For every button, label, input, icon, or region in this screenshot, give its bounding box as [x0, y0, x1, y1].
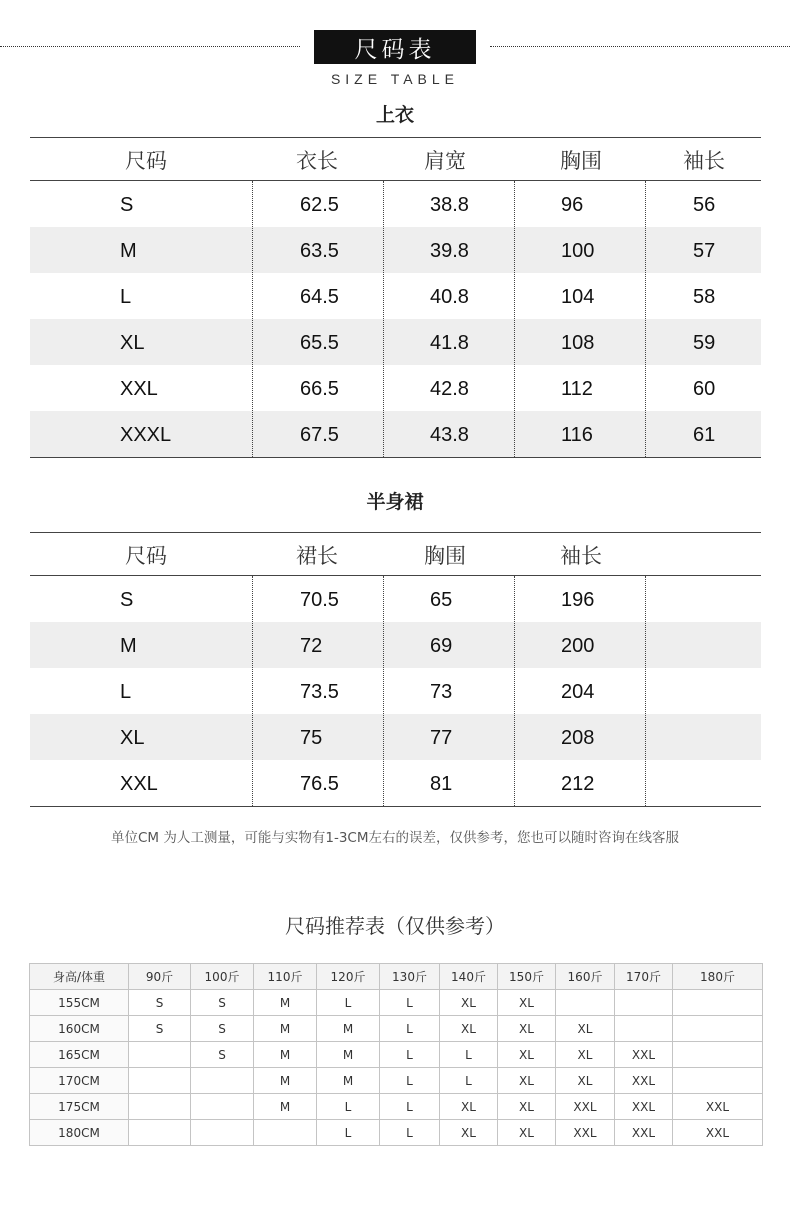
top-table-cell: 43.8 — [430, 424, 469, 446]
top-table-column-divider — [252, 181, 253, 457]
top-table-cell: 116 — [561, 424, 593, 446]
recommendation-size-cell: XL — [440, 1094, 498, 1120]
recommendation-size-cell: M — [254, 1042, 317, 1068]
recommendation-size-cell: S — [129, 990, 191, 1016]
recommendation-table — [29, 963, 763, 1146]
top-table-row — [30, 365, 761, 411]
recommendation-size-cell — [615, 990, 673, 1016]
recommendation-size-cell: XL — [498, 1042, 556, 1068]
recommendation-size-cell — [191, 1068, 254, 1094]
recommendation-size-cell: L — [380, 1120, 440, 1146]
skirt-size-table — [30, 532, 761, 807]
top-table-body — [30, 181, 761, 458]
skirt-table-cell: 73 — [430, 681, 453, 703]
skirt-table-cell: S — [120, 589, 134, 611]
skirt-table-column-divider — [645, 576, 646, 806]
recommendation-size-cell: L — [380, 1016, 440, 1042]
recommendation-size-cell: XL — [440, 1120, 498, 1146]
skirt-table-row — [30, 622, 761, 668]
recommendation-row — [30, 1068, 763, 1094]
top-table-column-divider — [514, 181, 515, 457]
recommendation-size-cell: M — [254, 1068, 317, 1094]
recommendation-size-cell: M — [317, 1068, 380, 1094]
top-table-header-cell: 袖长 — [683, 149, 725, 173]
page-title: 尺码表 — [314, 30, 476, 64]
recommendation-size-cell: S — [191, 1016, 254, 1042]
recommendation-header-cell: 130斤 — [380, 964, 440, 990]
recommendation-row — [30, 990, 763, 1016]
top-table-header-cell: 胸围 — [560, 149, 602, 173]
top-table-cell: XXXL — [120, 424, 172, 446]
recommendation-row — [30, 1016, 763, 1042]
recommendation-size-cell — [191, 1094, 254, 1120]
top-table-cell: 40.8 — [430, 286, 469, 308]
skirt-table-cell: 69 — [430, 635, 453, 657]
recommendation-size-cell — [129, 1068, 191, 1094]
recommendation-row — [30, 1094, 763, 1120]
recommendation-header-cell: 180斤 — [673, 964, 763, 990]
skirt-table-cell: 196 — [561, 589, 595, 611]
top-table-cell: 60 — [693, 378, 716, 400]
header-divider-left — [0, 46, 300, 47]
recommendation-header-row — [30, 964, 763, 990]
skirt-table-cell: 77 — [430, 727, 453, 749]
skirt-table-cell: XXL — [120, 773, 158, 795]
recommendation-size-cell: XL — [556, 1016, 615, 1042]
recommendation-size-cell: XL — [498, 1068, 556, 1094]
recommendation-height-cell: 165CM — [30, 1042, 129, 1068]
recommendation-size-cell: M — [317, 1016, 380, 1042]
recommendation-size-cell: XL — [556, 1068, 615, 1094]
recommendation-header-cell: 90斤 — [129, 964, 191, 990]
recommendation-size-cell: XXL — [673, 1094, 763, 1120]
recommendation-size-cell: L — [440, 1068, 498, 1094]
recommendation-size-cell — [129, 1042, 191, 1068]
recommendation-size-cell: L — [380, 990, 440, 1016]
recommendation-header-cell: 120斤 — [317, 964, 380, 990]
top-table-cell: 58 — [693, 286, 716, 308]
top-table-cell: 96 — [561, 194, 584, 216]
skirt-table-cell: 65 — [430, 589, 453, 611]
top-table-row — [30, 227, 761, 273]
skirt-table-header-cell: 尺码 — [125, 544, 167, 568]
skirt-table-row — [30, 760, 761, 806]
recommendation-header-cell: 身高/体重 — [30, 964, 129, 990]
recommendation-size-cell — [673, 1016, 763, 1042]
top-table-row — [30, 181, 761, 227]
recommendation-header-cell: 150斤 — [498, 964, 556, 990]
top-table-cell: 41.8 — [430, 332, 469, 354]
top-table-cell: M — [120, 240, 137, 262]
skirt-table-cell: 73.5 — [300, 681, 339, 703]
skirt-table-cell: 200 — [561, 635, 595, 657]
recommendation-size-cell — [673, 1068, 763, 1094]
recommendation-height-cell: 175CM — [30, 1094, 129, 1120]
recommendation-header-cell: 140斤 — [440, 964, 498, 990]
top-table-column-divider — [383, 181, 384, 457]
recommendation-size-cell: XXL — [615, 1068, 673, 1094]
recommendation-size-cell: M — [254, 990, 317, 1016]
skirt-table-column-divider — [514, 576, 515, 806]
skirt-table-title: 半身裙 — [366, 491, 424, 513]
recommendation-size-cell: M — [254, 1094, 317, 1120]
top-table-cell: XXL — [120, 378, 158, 400]
top-table-cell: 64.5 — [300, 286, 339, 308]
recommendation-header-cell: 100斤 — [191, 964, 254, 990]
top-table-header-cell: 衣长 — [296, 149, 338, 173]
top-table-column-divider — [645, 181, 646, 457]
top-table-cell: S — [120, 194, 134, 216]
skirt-table-header-cell: 裙长 — [296, 544, 338, 568]
recommendation-size-cell — [673, 990, 763, 1016]
recommendation-size-cell: XL — [498, 1120, 556, 1146]
recommendation-height-cell: 170CM — [30, 1068, 129, 1094]
recommendation-size-cell: S — [129, 1016, 191, 1042]
top-table-cell: 63.5 — [300, 240, 339, 262]
skirt-table-row — [30, 714, 761, 760]
skirt-table-cell: 76.5 — [300, 773, 339, 795]
skirt-table-cell: 72 — [300, 635, 323, 657]
recommendation-title: 尺码推荐表（仅供参考） — [285, 914, 505, 938]
recommendation-size-cell: XXL — [673, 1120, 763, 1146]
measurement-note: 单位CM 为人工测量，可能与实物有1-3CM左右的误差，仅供参考，您也可以随时咨询在线客服 — [111, 830, 679, 846]
recommendation-height-cell: 155CM — [30, 990, 129, 1016]
top-table-cell: XL — [120, 332, 145, 354]
skirt-table-header — [30, 532, 761, 576]
skirt-table-row — [30, 668, 761, 714]
recommendation-size-cell: L — [317, 1094, 380, 1120]
top-table-row — [30, 319, 761, 365]
skirt-table-row — [30, 576, 761, 622]
top-table-cell: 65.5 — [300, 332, 339, 354]
skirt-table-cell: XL — [120, 727, 145, 749]
skirt-table-cell: 81 — [430, 773, 453, 795]
top-table-cell: 100 — [561, 240, 595, 262]
top-table-row — [30, 411, 761, 457]
recommendation-height-cell: 180CM — [30, 1120, 129, 1146]
recommendation-size-cell: S — [191, 1042, 254, 1068]
skirt-table-cell: 75 — [300, 727, 323, 749]
skirt-table-cell: L — [120, 681, 132, 703]
recommendation-height-cell: 160CM — [30, 1016, 129, 1042]
recommendation-size-cell: XL — [498, 1094, 556, 1120]
header-divider-right — [490, 46, 790, 47]
page-subtitle: SIZE TABLE — [330, 71, 460, 87]
recommendation-header-cell: 160斤 — [556, 964, 615, 990]
top-table-cell: 67.5 — [300, 424, 339, 446]
recommendation-size-cell: L — [440, 1042, 498, 1068]
recommendation-size-cell — [254, 1120, 317, 1146]
top-table-header-cell: 肩宽 — [424, 149, 466, 173]
recommendation-size-cell: XL — [440, 990, 498, 1016]
recommendation-size-cell — [129, 1094, 191, 1120]
recommendation-size-cell: XXL — [615, 1120, 673, 1146]
top-table-cell: 62.5 — [300, 194, 339, 216]
recommendation-size-cell: XXL — [615, 1094, 673, 1120]
top-table-cell: 112 — [561, 378, 593, 400]
top-table-cell: L — [120, 286, 132, 308]
top-table-header — [30, 137, 761, 181]
skirt-table-cell: 204 — [561, 681, 595, 703]
top-table-cell: 66.5 — [300, 378, 339, 400]
top-table-row — [30, 273, 761, 319]
skirt-table-header-cell: 袖长 — [560, 544, 602, 568]
recommendation-size-cell: XL — [498, 990, 556, 1016]
recommendation-header-cell: 110斤 — [254, 964, 317, 990]
skirt-table-cell: 208 — [561, 727, 595, 749]
recommendation-size-cell — [673, 1042, 763, 1068]
top-table-cell: 38.8 — [430, 194, 469, 216]
recommendation-size-cell — [615, 1016, 673, 1042]
recommendation-size-cell: XXL — [556, 1120, 615, 1146]
recommendation-size-cell: L — [380, 1094, 440, 1120]
recommendation-size-cell: M — [254, 1016, 317, 1042]
top-table-cell: 56 — [693, 194, 716, 216]
recommendation-row — [30, 1120, 763, 1146]
recommendation-size-cell: L — [317, 1120, 380, 1146]
top-table-header-cell: 尺码 — [125, 149, 167, 173]
recommendation-size-cell — [556, 990, 615, 1016]
top-table-cell: 104 — [561, 286, 595, 308]
top-table-cell: 39.8 — [430, 240, 469, 262]
recommendation-size-cell: M — [317, 1042, 380, 1068]
skirt-table-body — [30, 576, 761, 807]
top-size-table — [30, 137, 761, 458]
skirt-table-column-divider — [383, 576, 384, 806]
skirt-table-cell: 212 — [561, 773, 595, 795]
top-table-cell: 42.8 — [430, 378, 469, 400]
skirt-table-column-divider — [252, 576, 253, 806]
recommendation-row — [30, 1042, 763, 1068]
recommendation-size-cell: L — [380, 1042, 440, 1068]
recommendation-size-cell — [191, 1120, 254, 1146]
recommendation-size-cell: L — [380, 1068, 440, 1094]
skirt-table-cell: 70.5 — [300, 589, 339, 611]
recommendation-size-cell: XL — [556, 1042, 615, 1068]
top-table-cell: 108 — [561, 332, 595, 354]
recommendation-size-cell: S — [191, 990, 254, 1016]
top-table-cell: 59 — [693, 332, 716, 354]
skirt-table-header-cell: 胸围 — [424, 544, 466, 568]
skirt-table-cell: M — [120, 635, 137, 657]
top-table-title: 上衣 — [375, 104, 414, 126]
recommendation-size-cell: L — [317, 990, 380, 1016]
top-table-cell: 61 — [693, 424, 716, 446]
recommendation-size-cell: XXL — [556, 1094, 615, 1120]
top-table-cell: 57 — [693, 240, 716, 262]
recommendation-size-cell — [129, 1120, 191, 1146]
recommendation-header-cell: 170斤 — [615, 964, 673, 990]
recommendation-size-cell: XL — [498, 1016, 556, 1042]
recommendation-size-cell: XL — [440, 1016, 498, 1042]
recommendation-size-cell: XXL — [615, 1042, 673, 1068]
